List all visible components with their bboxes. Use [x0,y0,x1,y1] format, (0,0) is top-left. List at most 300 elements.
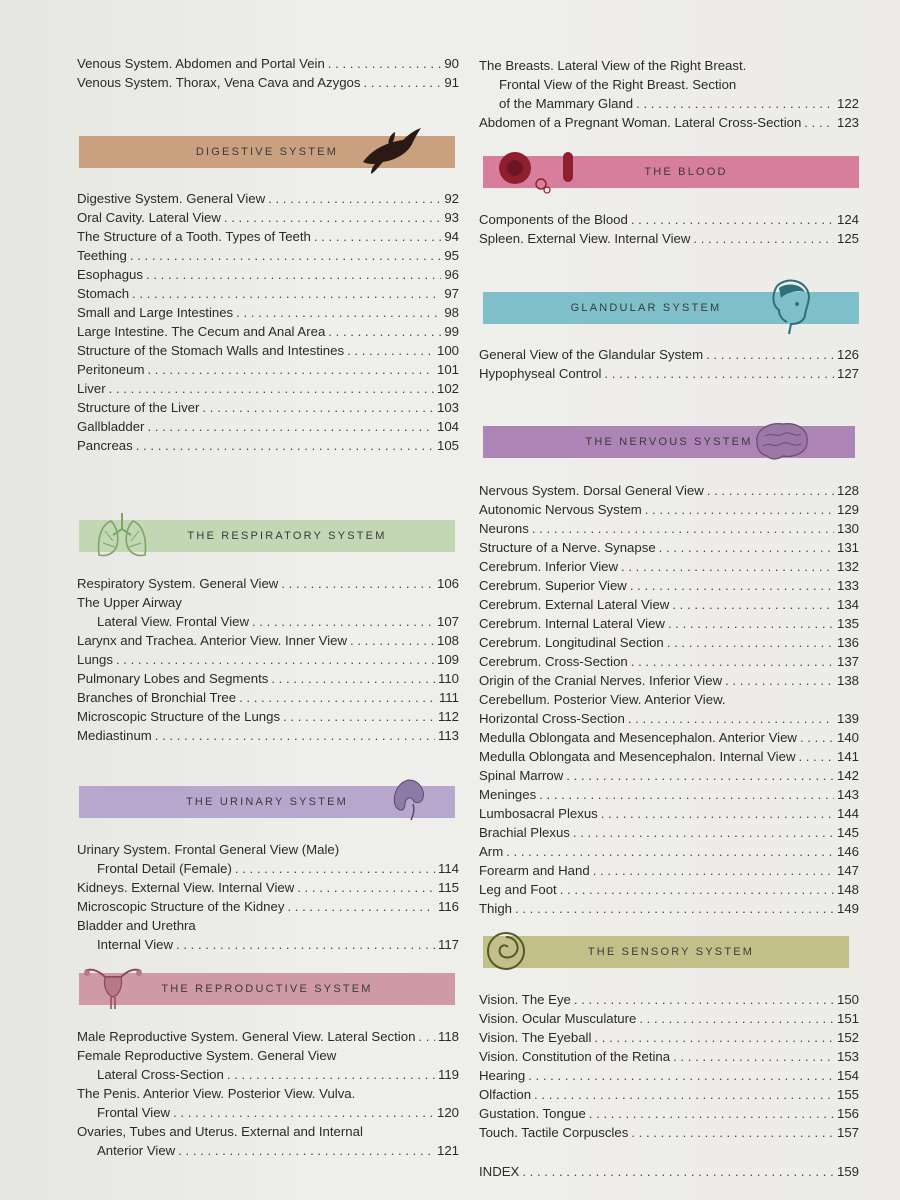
toc-entry[interactable] [77,265,459,284]
leader-dots [621,557,834,576]
toc-entry[interactable] [77,1103,459,1122]
entry-title: Venous System. Abdomen and Portal Vein [77,56,325,71]
toc-entry[interactable] [77,897,459,916]
entry-page: 101 [436,362,459,377]
toc-entry[interactable] [479,633,859,652]
entry-title: Cerebrum. Longitudinal Section [479,635,664,650]
toc-entry[interactable] [77,208,459,227]
toc-entry[interactable] [479,1028,859,1047]
toc-entry-continued[interactable] [479,56,859,75]
leader-dots [798,747,834,766]
entry-title: Liver [77,381,106,396]
toc-entry[interactable] [479,1066,859,1085]
toc-entry[interactable] [479,1047,859,1066]
toc-entry-continued[interactable] [77,840,459,859]
right-column [479,0,859,1200]
reproductive-heading: THE REPRODUCTIVE SYSTEM [161,983,373,995]
entry-title: Larynx and Trachea. Anterior View. Inner View [77,633,348,648]
leader-dots [506,842,834,861]
entry-page: 152 [836,1030,859,1045]
entry-title: Lateral View. Frontal View [97,614,249,629]
toc-entry[interactable] [479,576,859,595]
leader-dots [418,1027,435,1046]
entry-title: Stomach [77,286,130,301]
toc-entry[interactable] [479,519,859,538]
entry-title: Teething [77,248,127,263]
leader-dots [109,379,434,398]
leader-dots [350,631,434,650]
toc-entry[interactable] [77,284,459,303]
entry-page: 147 [836,863,859,878]
toc-entry[interactable] [77,436,459,455]
entry-title: Microscopic Structure of the Lungs [77,709,281,724]
entry-title: Esophagus [77,267,143,282]
toc-entry[interactable] [77,707,459,726]
entry-page: 153 [836,1049,859,1064]
head-profile-icon [761,276,821,336]
entry-page: 103 [436,400,459,415]
entry-title: Horizontal Cross-Section [479,711,625,726]
entry-page: 148 [836,882,859,897]
toc-entry[interactable] [479,880,859,899]
entry-title: Oral Cavity. Lateral View [77,210,221,225]
entry-page: 97 [444,286,459,301]
entry-title: Urinary System. Frontal General View (Male) [77,842,340,857]
leader-dots [283,707,435,726]
toc-entry[interactable] [77,574,459,593]
leader-dots [239,688,436,707]
entry-page: 111 [438,690,459,705]
toc-entry[interactable] [77,878,459,897]
toc-entry[interactable] [479,210,859,229]
entry-title: Frontal View of the Right Breast. Section [499,77,737,92]
leader-dots [636,94,834,113]
entry-page: 125 [836,231,859,246]
entry-page: 151 [836,1011,859,1026]
leader-dots [202,398,434,417]
entry-page: 113 [437,728,459,743]
leader-dots [668,614,834,633]
toc-entry-continued[interactable] [77,1046,459,1065]
entry-title: Pulmonary Lobes and Segments [77,671,269,686]
toc-entry[interactable] [77,1065,459,1084]
leader-dots [707,481,834,500]
entry-title: Anterior View [97,1143,176,1158]
entry-page: 102 [436,381,459,396]
entry-title: Components of the Blood [479,212,628,227]
entry-page: 145 [836,825,859,840]
toc-entry[interactable] [77,669,459,688]
entry-page: 93 [444,210,459,225]
leader-dots [593,861,834,880]
leader-dots [178,1141,434,1160]
entry-title: Spleen. External View. Internal View [479,231,691,246]
toc-entry[interactable] [479,823,859,842]
leader-dots [515,899,834,918]
entry-title: Hearing [479,1068,526,1083]
entry-title: Abdomen of a Pregnant Woman. Lateral Cross-Section [479,115,802,130]
entry-page: 128 [836,483,859,498]
leader-dots [173,1103,434,1122]
leader-dots [800,728,834,747]
respiratory-heading: THE RESPIRATORY SYSTEM [187,530,387,542]
toc-entry[interactable] [479,1123,859,1142]
toc-entry[interactable] [77,859,459,878]
leader-dots [566,766,834,785]
entry-title: Microscopic Structure of the Kidney [77,899,285,914]
leader-dots [631,210,834,229]
entry-title: Lumbosacral Plexus [479,806,598,821]
leader-dots [130,246,441,265]
toc-entry[interactable] [77,303,459,322]
toc-entry[interactable] [479,229,859,248]
entry-page: 154 [836,1068,859,1083]
leader-dots [560,880,834,899]
entry-title: Digestive System. General View [77,191,266,206]
entry-page: 142 [836,768,859,783]
index-title: INDEX [479,1164,520,1179]
entry-page: 155 [836,1087,859,1102]
entry-title: Gustation. Tongue [479,1106,586,1121]
leader-dots [667,633,834,652]
leader-dots [589,1104,834,1123]
leader-dots [147,417,434,436]
entry-title: Lungs [77,652,113,667]
leader-dots [725,671,834,690]
entry-title: Nervous System. Dorsal General View [479,483,704,498]
toc-entry[interactable] [77,227,459,246]
entry-title: Ovaries, Tubes and Uterus. External and Internal [77,1124,363,1139]
entry-title: Frontal Detail (Female) [97,861,232,876]
toc-entry[interactable] [77,73,459,92]
entry-page: 136 [836,635,859,650]
leader-dots [328,54,442,73]
entry-title: Vision. Constitution of the Retina [479,1049,671,1064]
digestive-heading-band [79,136,455,168]
entry-title: Arm [479,844,504,859]
leader-dots [281,574,434,593]
leader-dots [314,227,441,246]
entry-page: 108 [436,633,459,648]
entry-title: Leg and Foot [479,882,557,897]
entry-page: 121 [436,1143,459,1158]
digestive-heading: DIGESTIVE SYSTEM [195,146,339,158]
reproductive-heading-band [79,973,455,1005]
toc-entry-continued[interactable] [77,593,459,612]
entry-title: Frontal View [97,1105,171,1120]
toc-entry[interactable] [479,747,859,766]
toc-entry[interactable] [77,612,459,631]
entry-page: 143 [836,787,859,802]
entry-page: 126 [836,347,859,362]
toc-entry[interactable] [479,1104,859,1123]
toc-entry[interactable] [479,652,859,671]
leader-dots [236,303,441,322]
entry-page: 132 [836,559,859,574]
toc-entry[interactable] [479,785,859,804]
entry-page: 109 [436,652,459,667]
toc-entry[interactable] [77,1027,459,1046]
toc-entry[interactable] [479,804,859,823]
entry-title: Olfaction [479,1087,532,1102]
entry-title: Cerebellum. Posterior View. Anterior View. [479,692,726,707]
leader-dots [224,208,441,227]
leader-dots [604,364,834,383]
entry-title: Origin of the Cranial Nerves. Inferior View [479,673,723,688]
entry-page: 96 [444,267,459,282]
toc-entry[interactable] [479,345,859,364]
kidney-icon [389,776,429,822]
leader-dots [706,345,834,364]
toc-entry-continued[interactable] [77,916,459,935]
entry-page: 116 [437,899,459,914]
nervous-heading: THE NERVOUS SYSTEM [585,436,753,448]
toc-entry[interactable] [479,899,859,918]
toc-entry[interactable] [77,54,459,73]
entry-title: Autonomic Nervous System [479,502,642,517]
entry-page: 91 [444,75,459,90]
entry-title: Peritoneum [77,362,145,377]
entry-page: 134 [836,597,859,612]
toc-entry[interactable] [479,709,859,728]
toc-entry[interactable] [77,322,459,341]
entry-page: 95 [444,248,459,263]
entry-title: Cerebrum. Cross-Section [479,654,628,669]
toc-entry[interactable] [77,688,459,707]
entry-title: Medulla Oblongata and Mesencephalon. Internal View [479,749,796,764]
toc-entry[interactable] [77,1141,459,1160]
entry-title: of the Mammary Gland [499,96,634,111]
entry-page: 139 [836,711,859,726]
entry-page: 106 [436,576,459,591]
leader-dots [631,1123,834,1142]
leader-dots [639,1009,834,1028]
entry-page: 140 [836,730,859,745]
toc-entry[interactable] [479,990,859,1009]
toc-entry[interactable] [479,861,859,880]
toc-entry[interactable] [77,246,459,265]
entry-page: 94 [444,229,459,244]
entry-page: 150 [836,992,859,1007]
entry-page: 131 [836,540,859,555]
entry-title: Structure of the Liver [77,400,200,415]
leader-dots [235,859,435,878]
leader-dots [574,990,834,1009]
entry-page: 157 [836,1125,859,1140]
entry-title: Internal View [97,937,173,952]
leader-dots [532,519,834,538]
entry-page: 127 [836,366,859,381]
toc-entry[interactable] [479,671,859,690]
entry-page: 114 [437,861,459,876]
entry-title: Male Reproductive System. General View. Lateral Section [77,1029,416,1044]
entry-title: Respiratory System. General View [77,576,279,591]
entry-page: 146 [836,844,859,859]
toc-entry[interactable] [77,935,459,954]
leader-dots [146,265,441,284]
leader-dots [227,1065,435,1084]
leader-dots [252,612,434,631]
entry-page: 149 [836,901,859,916]
leader-dots [528,1066,834,1085]
entry-page: 120 [436,1105,459,1120]
urinary-heading: THE URINARY SYSTEM [185,796,349,808]
entry-page: 110 [437,671,459,686]
entry-page: 138 [836,673,859,688]
entry-title: Venous System. Thorax, Vena Cava and Azygos [77,75,361,90]
entry-page: 122 [836,96,859,111]
toc-entry[interactable] [77,631,459,650]
leader-dots [136,436,434,455]
entry-page: 135 [836,616,859,631]
entry-title: Structure of the Stomach Walls and Intestines [77,343,345,358]
entry-title: The Breasts. Lateral View of the Right Breast. [479,58,747,73]
entry-page: 119 [437,1067,459,1082]
cochlea-icon [483,928,529,974]
toc-entry[interactable] [479,1009,859,1028]
leader-dots [672,595,834,614]
leader-dots [630,576,834,595]
entry-page: 141 [836,749,859,764]
entry-title: Vision. Ocular Musculature [479,1011,637,1026]
leader-dots [659,538,834,557]
leader-dots [601,804,834,823]
leader-dots [155,726,435,745]
toc-entry[interactable] [479,1085,859,1104]
entry-title: Neurons [479,521,529,536]
toc-entry[interactable] [479,113,859,132]
glandular-heading-band [483,292,859,324]
leader-dots [594,1028,834,1047]
leader-dots [628,709,834,728]
entry-page: 118 [437,1029,459,1044]
entry-title: The Upper Airway [77,595,182,610]
entry-title: The Penis. Anterior View. Posterior View. Vulva. [77,1086,356,1101]
toc-entry[interactable] [479,595,859,614]
entry-title: Vision. The Eye [479,992,571,1007]
entry-title: Pancreas [77,438,133,453]
toc-entry[interactable] [479,614,859,633]
entry-title: Vision. The Eyeball [479,1030,592,1045]
entry-title: Large Intestine. The Cecum and Anal Area [77,324,326,339]
leader-dots [271,669,435,688]
entry-page: 133 [836,578,859,593]
urinary-heading-band [79,786,455,818]
entry-title: Hypophyseal Control [479,366,602,381]
entry-page: 129 [836,502,859,517]
toc-entry[interactable] [77,726,459,745]
blood-cells-icon [491,148,577,196]
toc-entry-continued[interactable] [77,1084,459,1103]
entry-title: Meninges [479,787,537,802]
toc-entry[interactable] [479,538,859,557]
entry-title: Medulla Oblongata and Mesencephalon. Anterior View [479,730,797,745]
entry-page: 117 [437,937,459,952]
sensory-heading: THE SENSORY SYSTEM [587,946,755,958]
toc-entry[interactable] [77,360,459,379]
toc-entry-continued[interactable] [479,690,859,709]
toc-entry-continued[interactable] [479,75,859,94]
entry-title: Gallbladder [77,419,145,434]
toc-entry[interactable] [77,189,459,208]
toc-entry[interactable] [77,650,459,669]
entry-page: 98 [444,305,459,320]
lungs-icon [93,511,151,561]
entry-title: Kidneys. External View. Internal View [77,880,295,895]
entry-page: 100 [436,343,459,358]
entry-page: 105 [436,438,459,453]
entry-title: Brachial Plexus [479,825,570,840]
entry-page: 92 [444,191,459,206]
toc-entry[interactable] [479,766,859,785]
entry-title: General View of the Glandular System [479,347,704,362]
left-column [77,0,459,1200]
toc-entry[interactable] [77,417,459,436]
entry-page: 99 [444,324,459,339]
leader-dots [347,341,434,360]
toc-entry[interactable] [479,842,859,861]
leader-dots [645,500,834,519]
toc-entry[interactable] [479,364,859,383]
leader-dots [539,785,834,804]
leader-dots [268,189,441,208]
toc-entry[interactable] [77,341,459,360]
index-entry[interactable] [479,1162,859,1181]
entry-title: Structure of a Nerve. Synapse [479,540,656,555]
leader-dots [287,897,435,916]
uterus-icon [81,963,145,1011]
toc-entry[interactable] [479,500,859,519]
leader-dots [116,650,434,669]
entry-page: 104 [436,419,459,434]
entry-page: 156 [836,1106,859,1121]
toc-entry-continued[interactable] [77,1122,459,1141]
entry-title: Cerebrum. Internal Lateral View [479,616,665,631]
toc-entry[interactable] [77,379,459,398]
toc-entry[interactable] [479,481,859,500]
index-page: 159 [836,1164,859,1179]
respiratory-heading-band [79,520,455,552]
blood-heading: THE BLOOD [644,166,728,178]
leader-dots [693,229,834,248]
glandular-heading: GLANDULAR SYSTEM [570,302,722,314]
entry-title: Branches of Bronchial Tree [77,690,237,705]
leader-dots [328,322,441,341]
leader-dots [176,935,435,954]
entry-page: 124 [836,212,859,227]
leader-dots [673,1047,834,1066]
toc-entry[interactable] [479,557,859,576]
entry-page: 123 [836,115,859,130]
entry-page: 144 [836,806,859,821]
entry-title: Cerebrum. Inferior View [479,559,619,574]
entry-page: 137 [836,654,859,669]
entry-title: Female Reproductive System. General View [77,1048,337,1063]
leader-dots [522,1162,834,1181]
leader-dots [297,878,435,897]
toc-entry[interactable] [479,728,859,747]
entry-title: Lateral Cross-Section [97,1067,224,1082]
entry-page: 115 [437,880,459,895]
leader-dots [573,823,834,842]
entry-title: Mediastinum [77,728,152,743]
toc-entry[interactable] [77,398,459,417]
entry-page: 112 [437,709,459,724]
entry-title: Forearm and Hand [479,863,590,878]
leader-dots [363,73,441,92]
toc-entry[interactable] [479,94,859,113]
entry-title: Cerebrum. Superior View [479,578,627,593]
